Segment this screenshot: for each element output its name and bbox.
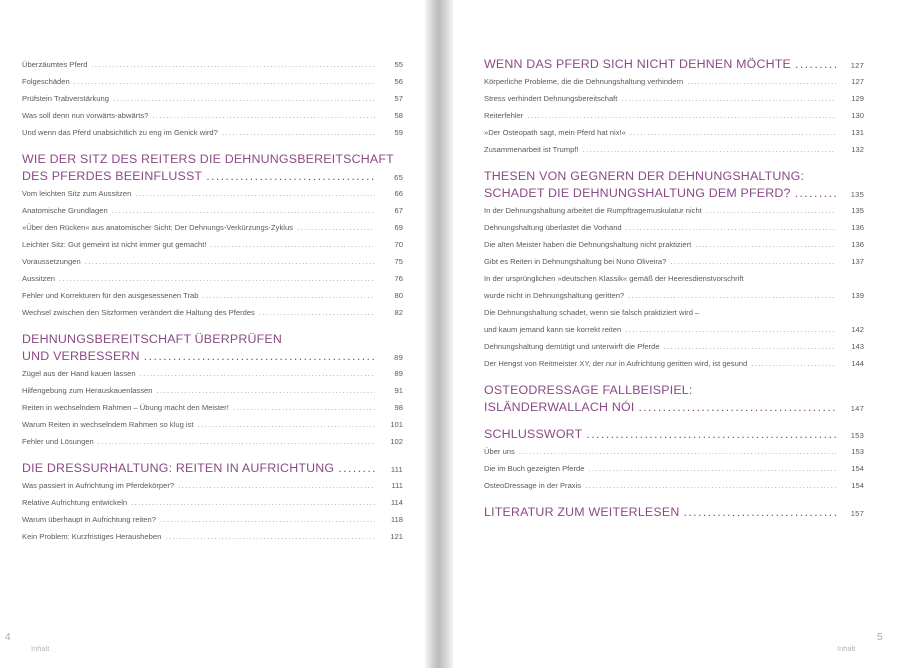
dot-leader [795, 56, 836, 73]
toc-entry[interactable] [22, 433, 403, 450]
entry-page-number: 142 [851, 325, 864, 334]
dot-leader [144, 348, 375, 365]
chapter-page-number: 153 [850, 431, 864, 440]
entry-title: Reiterfehler [484, 111, 524, 120]
entry-title: wurde nicht in Dehnungshaltung geritten? [484, 291, 625, 300]
chapter-page-number: 135 [850, 190, 864, 199]
toc-entry[interactable] [22, 416, 403, 433]
dot-leader [140, 365, 375, 382]
entry-page-number: 76 [394, 274, 403, 283]
entry-title: Vom leichten Sitz zum Aussitzen [22, 189, 132, 198]
dot-leader [112, 202, 375, 219]
chapter-heading-line: OSTEODRESSAGE FALLBEISPIEL: [484, 383, 693, 397]
entry-page-number: 121 [390, 532, 403, 541]
right-page [444, 0, 898, 668]
entry-page-number: 118 [390, 515, 403, 524]
toc-entry[interactable] [484, 460, 864, 477]
entry-title: Fehler und Lösungen [22, 437, 94, 446]
entry-title: Die im Buch gezeigten Pferde [484, 464, 585, 473]
entry-title: Prüfstein Trabverstärkung [22, 94, 109, 103]
dot-leader [586, 426, 836, 443]
entry-title: Fehler und Korrekturen für den ausgesessenen Trab [22, 291, 199, 300]
entry-title: Über uns [484, 447, 515, 456]
entry-title: Wechsel zwischen den Sitzformen verändert die Haltung des Pferdes [22, 308, 255, 317]
entry-page-number: 130 [851, 111, 864, 120]
entry-title: Was soll denn nun vorwärts-abwärts? [22, 111, 149, 120]
dot-leader [222, 124, 375, 141]
entry-title: Zusammenarbeit ist Trumpf! [484, 145, 579, 154]
left-page [0, 0, 433, 668]
entry-title: Voraussetzungen [22, 257, 81, 266]
toc-entry[interactable] [22, 511, 403, 528]
chapter-title: WENN DAS PFERD SICH NICHT DEHNEN MÖCHTE [484, 57, 792, 71]
toc-entry[interactable] [22, 528, 403, 545]
entry-title: Relative Aufrichtung entwickeln [22, 498, 128, 507]
dot-leader [74, 73, 375, 90]
entry-page-number: 69 [394, 223, 403, 232]
dot-leader [683, 504, 836, 521]
entry-title: In der ursprünglichen »deutschen Klassik« gemäß der Heeresdienstvorschrift [484, 274, 744, 283]
toc-entry[interactable] [22, 219, 403, 236]
toc-section [22, 460, 403, 545]
entry-title: Was passiert in Aufrichtung im Pferdekörper? [22, 481, 175, 490]
toc-entry[interactable] [22, 399, 403, 416]
entry-page-number: 154 [851, 464, 864, 473]
dot-leader [198, 416, 376, 433]
entry-page-number: 66 [394, 189, 403, 198]
entry-title: Warum Reiten in wechselndem Rahmen so klug ist [22, 420, 194, 429]
entry-page-number: 89 [394, 369, 403, 378]
entry-page-number: 98 [394, 403, 403, 412]
running-head: Inhalt [837, 644, 856, 653]
dot-leader [706, 202, 836, 219]
toc-entry[interactable] [22, 73, 403, 90]
dot-leader [527, 107, 836, 124]
toc-section [22, 56, 403, 141]
toc-entry[interactable] [484, 477, 864, 494]
dot-leader [628, 287, 836, 304]
toc-entry[interactable] [484, 141, 864, 158]
entry-page-number: 129 [851, 94, 864, 103]
entry-title: Hilfengebung zum Herauskauenlassen [22, 386, 153, 395]
entry-page-number: 102 [390, 437, 403, 446]
dot-leader [519, 443, 836, 460]
toc-entry[interactable] [484, 73, 864, 90]
entry-title: Anatomische Grundlagen [22, 206, 108, 215]
toc-entry[interactable] [484, 107, 864, 124]
chapter-heading-line: THESEN VON GEGNERN DER DEHNUNGSHALTUNG: [484, 169, 805, 183]
dot-leader [585, 477, 836, 494]
toc-entry[interactable] [484, 304, 864, 321]
toc-entry[interactable] [484, 443, 864, 460]
entry-title: In der Dehnungshaltung arbeitet die Rumpftragemuskulatur nicht [484, 206, 702, 215]
entry-page-number: 136 [851, 240, 864, 249]
toc-left [22, 56, 403, 545]
entry-page-number: 91 [394, 386, 403, 395]
chapter-title: ISLÄNDERWALLACH NÓI [484, 400, 635, 414]
toc-entry[interactable] [22, 253, 403, 270]
entry-title: Warum überhaupt in Aufrichtung reiten? [22, 515, 156, 524]
dot-leader [259, 304, 375, 321]
toc-entry[interactable] [484, 253, 864, 270]
chapter-title: SCHADET DIE DEHNUNGSHALTUNG DEM PFERD? [484, 186, 791, 200]
entry-title: und kaum jemand kann sie korrekt reiten [484, 325, 622, 334]
entry-title: Stress verhindert Dehnungsbereitschaft [484, 94, 618, 103]
toc-entry[interactable] [484, 219, 864, 236]
dot-leader [135, 185, 375, 202]
toc-entry[interactable] [22, 236, 403, 253]
dot-leader [588, 460, 836, 477]
chapter-page-number: 147 [850, 404, 864, 413]
dot-leader [156, 382, 375, 399]
chapter-heading-line: DEHNUNGSBEREITSCHAFT ÜBERPRÜFEN [22, 332, 283, 346]
toc-entry[interactable] [484, 287, 864, 304]
toc-entry[interactable] [22, 477, 403, 494]
dot-leader [152, 107, 375, 124]
dot-leader [202, 287, 375, 304]
chapter-heading[interactable] [484, 426, 864, 443]
chapter-page-number: 111 [390, 465, 403, 474]
toc-entry[interactable] [22, 287, 403, 304]
chapter-title: DIE DRESSURHALTUNG: REITEN IN AUFRICHTUNG [22, 461, 335, 475]
toc-entry[interactable] [484, 236, 864, 253]
dot-leader [91, 56, 375, 73]
toc-entry[interactable] [484, 202, 864, 219]
dot-leader [795, 185, 836, 202]
entry-page-number: 137 [851, 257, 864, 266]
toc-entry[interactable] [484, 124, 864, 141]
entry-page-number: 144 [851, 359, 864, 368]
toc-entry[interactable] [22, 270, 403, 287]
page-number: 5 [877, 632, 883, 643]
entry-title: Und wenn das Pferd unabsichtlich zu eng im Genick wird? [22, 128, 218, 137]
entry-page-number: 59 [394, 128, 403, 137]
entry-page-number: 132 [851, 145, 864, 154]
book-gutter [425, 0, 453, 668]
dot-leader [98, 433, 375, 450]
chapter-title: LITERATUR ZUM WEITERLESEN [484, 505, 680, 519]
entry-page-number: 80 [394, 291, 403, 300]
dot-leader [638, 399, 836, 416]
entry-page-number: 67 [394, 206, 403, 215]
dot-leader [583, 141, 836, 158]
toc-entry[interactable] [22, 202, 403, 219]
chapter-heading[interactable] [484, 56, 864, 73]
dot-leader [131, 494, 375, 511]
entry-page-number: 58 [394, 111, 403, 120]
entry-page-number: 75 [394, 257, 403, 266]
entry-title: Zügel aus der Hand kauen lassen [22, 369, 136, 378]
dot-leader [621, 90, 836, 107]
entry-title: Aussitzen [22, 274, 55, 283]
toc-section [484, 56, 864, 158]
entry-page-number: 131 [851, 128, 864, 137]
dot-leader [338, 460, 375, 477]
entry-page-number: 127 [851, 77, 864, 86]
chapter-title: SCHLUSSWORT [484, 427, 583, 441]
chapter-title: DES PFERDES BEEINFLUSST [22, 169, 203, 183]
entry-title: Folgeschäden [22, 77, 70, 86]
entry-title: Der Hengst von Reitmeister XY, der nur in Aufrichtung geritten wird, ist gesund [484, 359, 748, 368]
toc-entry[interactable] [22, 382, 403, 399]
entry-page-number: 136 [851, 223, 864, 232]
entry-page-number: 111 [391, 481, 403, 490]
entry-title: »Der Osteopath sagt, mein Pferd hat nix!« [484, 128, 626, 137]
entry-title: Überzäumtes Pferd [22, 60, 88, 69]
chapter-heading[interactable] [484, 504, 864, 521]
dot-leader [664, 338, 836, 355]
chapter-title: UND VERBESSERN [22, 349, 140, 363]
toc-entry[interactable] [22, 56, 403, 73]
dot-leader [687, 73, 836, 90]
entry-title: Dehnungshaltung demütigt und unterwirft die Pferde [484, 342, 660, 351]
entry-title: Reiten in wechselndem Rahmen – Übung macht den Meister! [22, 403, 229, 412]
entry-page-number: 153 [851, 447, 864, 456]
toc-entry[interactable] [22, 90, 403, 107]
toc-entry[interactable] [22, 185, 403, 202]
chapter-page-number: 127 [850, 61, 864, 70]
toc-section [484, 504, 864, 521]
toc-section [22, 331, 403, 450]
dot-leader [233, 399, 375, 416]
toc-section [484, 168, 864, 372]
chapter-page-number: 89 [394, 353, 403, 362]
entry-title: OsteoDressage in der Praxis [484, 481, 582, 490]
toc-entry[interactable] [22, 124, 403, 141]
entry-page-number: 70 [394, 240, 403, 249]
entry-page-number: 135 [851, 206, 864, 215]
dot-leader [626, 219, 836, 236]
toc-section [484, 426, 864, 494]
toc-entry[interactable] [22, 304, 403, 321]
running-head: Inhalt [31, 644, 50, 653]
toc-right [484, 56, 864, 521]
toc-entry[interactable] [484, 321, 864, 338]
dot-leader [695, 236, 836, 253]
chapter-heading[interactable] [484, 399, 864, 416]
entry-page-number: 55 [394, 60, 403, 69]
entry-page-number: 57 [394, 94, 403, 103]
chapter-heading-line: WIE DER SITZ DES REITERS DIE DEHNUNGSBEREITSCHAFT [22, 152, 394, 166]
entry-title: »Über den Rücken« aus anatomischer Sicht: Der Dehnungs-Verkürzungs-Zyklus [22, 223, 293, 232]
dot-leader [85, 253, 375, 270]
toc-entry[interactable] [484, 338, 864, 355]
entry-title: Die Dehnungshaltung schadet, wenn sie falsch praktiziert wird – [484, 308, 700, 317]
entry-page-number: 101 [390, 420, 403, 429]
chapter-heading[interactable] [22, 460, 403, 477]
dot-leader [751, 355, 836, 372]
dot-leader [297, 219, 375, 236]
entry-page-number: 114 [390, 498, 403, 507]
chapter-page-number: 65 [394, 173, 403, 182]
entry-page-number: 82 [394, 308, 403, 317]
toc-entry[interactable] [484, 90, 864, 107]
entry-page-number: 143 [851, 342, 864, 351]
dot-leader [625, 321, 836, 338]
entry-page-number: 56 [394, 77, 403, 86]
toc-entry[interactable] [484, 270, 864, 287]
chapter-heading[interactable] [22, 168, 403, 185]
toc-section [22, 151, 403, 321]
dot-leader [59, 270, 375, 287]
entry-title: Dehnungshaltung überlastet die Vorhand [484, 223, 622, 232]
entry-title: Leichter Sitz: Gut gemeint ist nicht immer gut gemacht! [22, 240, 207, 249]
entry-page-number: 154 [851, 481, 864, 490]
entry-title: Die alten Meister haben die Dehnungshaltung nicht praktiziert [484, 240, 692, 249]
dot-leader [178, 477, 375, 494]
entry-title: Körperliche Probleme, die die Dehnungshaltung verhindern [484, 77, 684, 86]
dot-leader [165, 528, 375, 545]
toc-entry[interactable] [22, 365, 403, 382]
entry-page-number: 139 [851, 291, 864, 300]
toc-entry[interactable] [484, 355, 864, 372]
toc-entry[interactable] [22, 494, 403, 511]
entry-title: Kein Problem: Kurzfristiges Herausheben [22, 532, 162, 541]
dot-leader [206, 168, 375, 185]
dot-leader [670, 253, 836, 270]
chapter-page-number: 157 [850, 509, 864, 518]
toc-section [484, 382, 864, 416]
chapter-heading[interactable] [22, 348, 403, 365]
chapter-heading[interactable] [484, 185, 864, 202]
toc-entry[interactable] [22, 107, 403, 124]
entry-title: Gibt es Reiten in Dehnungshaltung bei Nuno Oliveira? [484, 257, 667, 266]
dot-leader [160, 511, 375, 528]
dot-leader [210, 236, 375, 253]
page-number: 4 [5, 632, 11, 643]
dot-leader [113, 90, 375, 107]
dot-leader [630, 124, 836, 141]
